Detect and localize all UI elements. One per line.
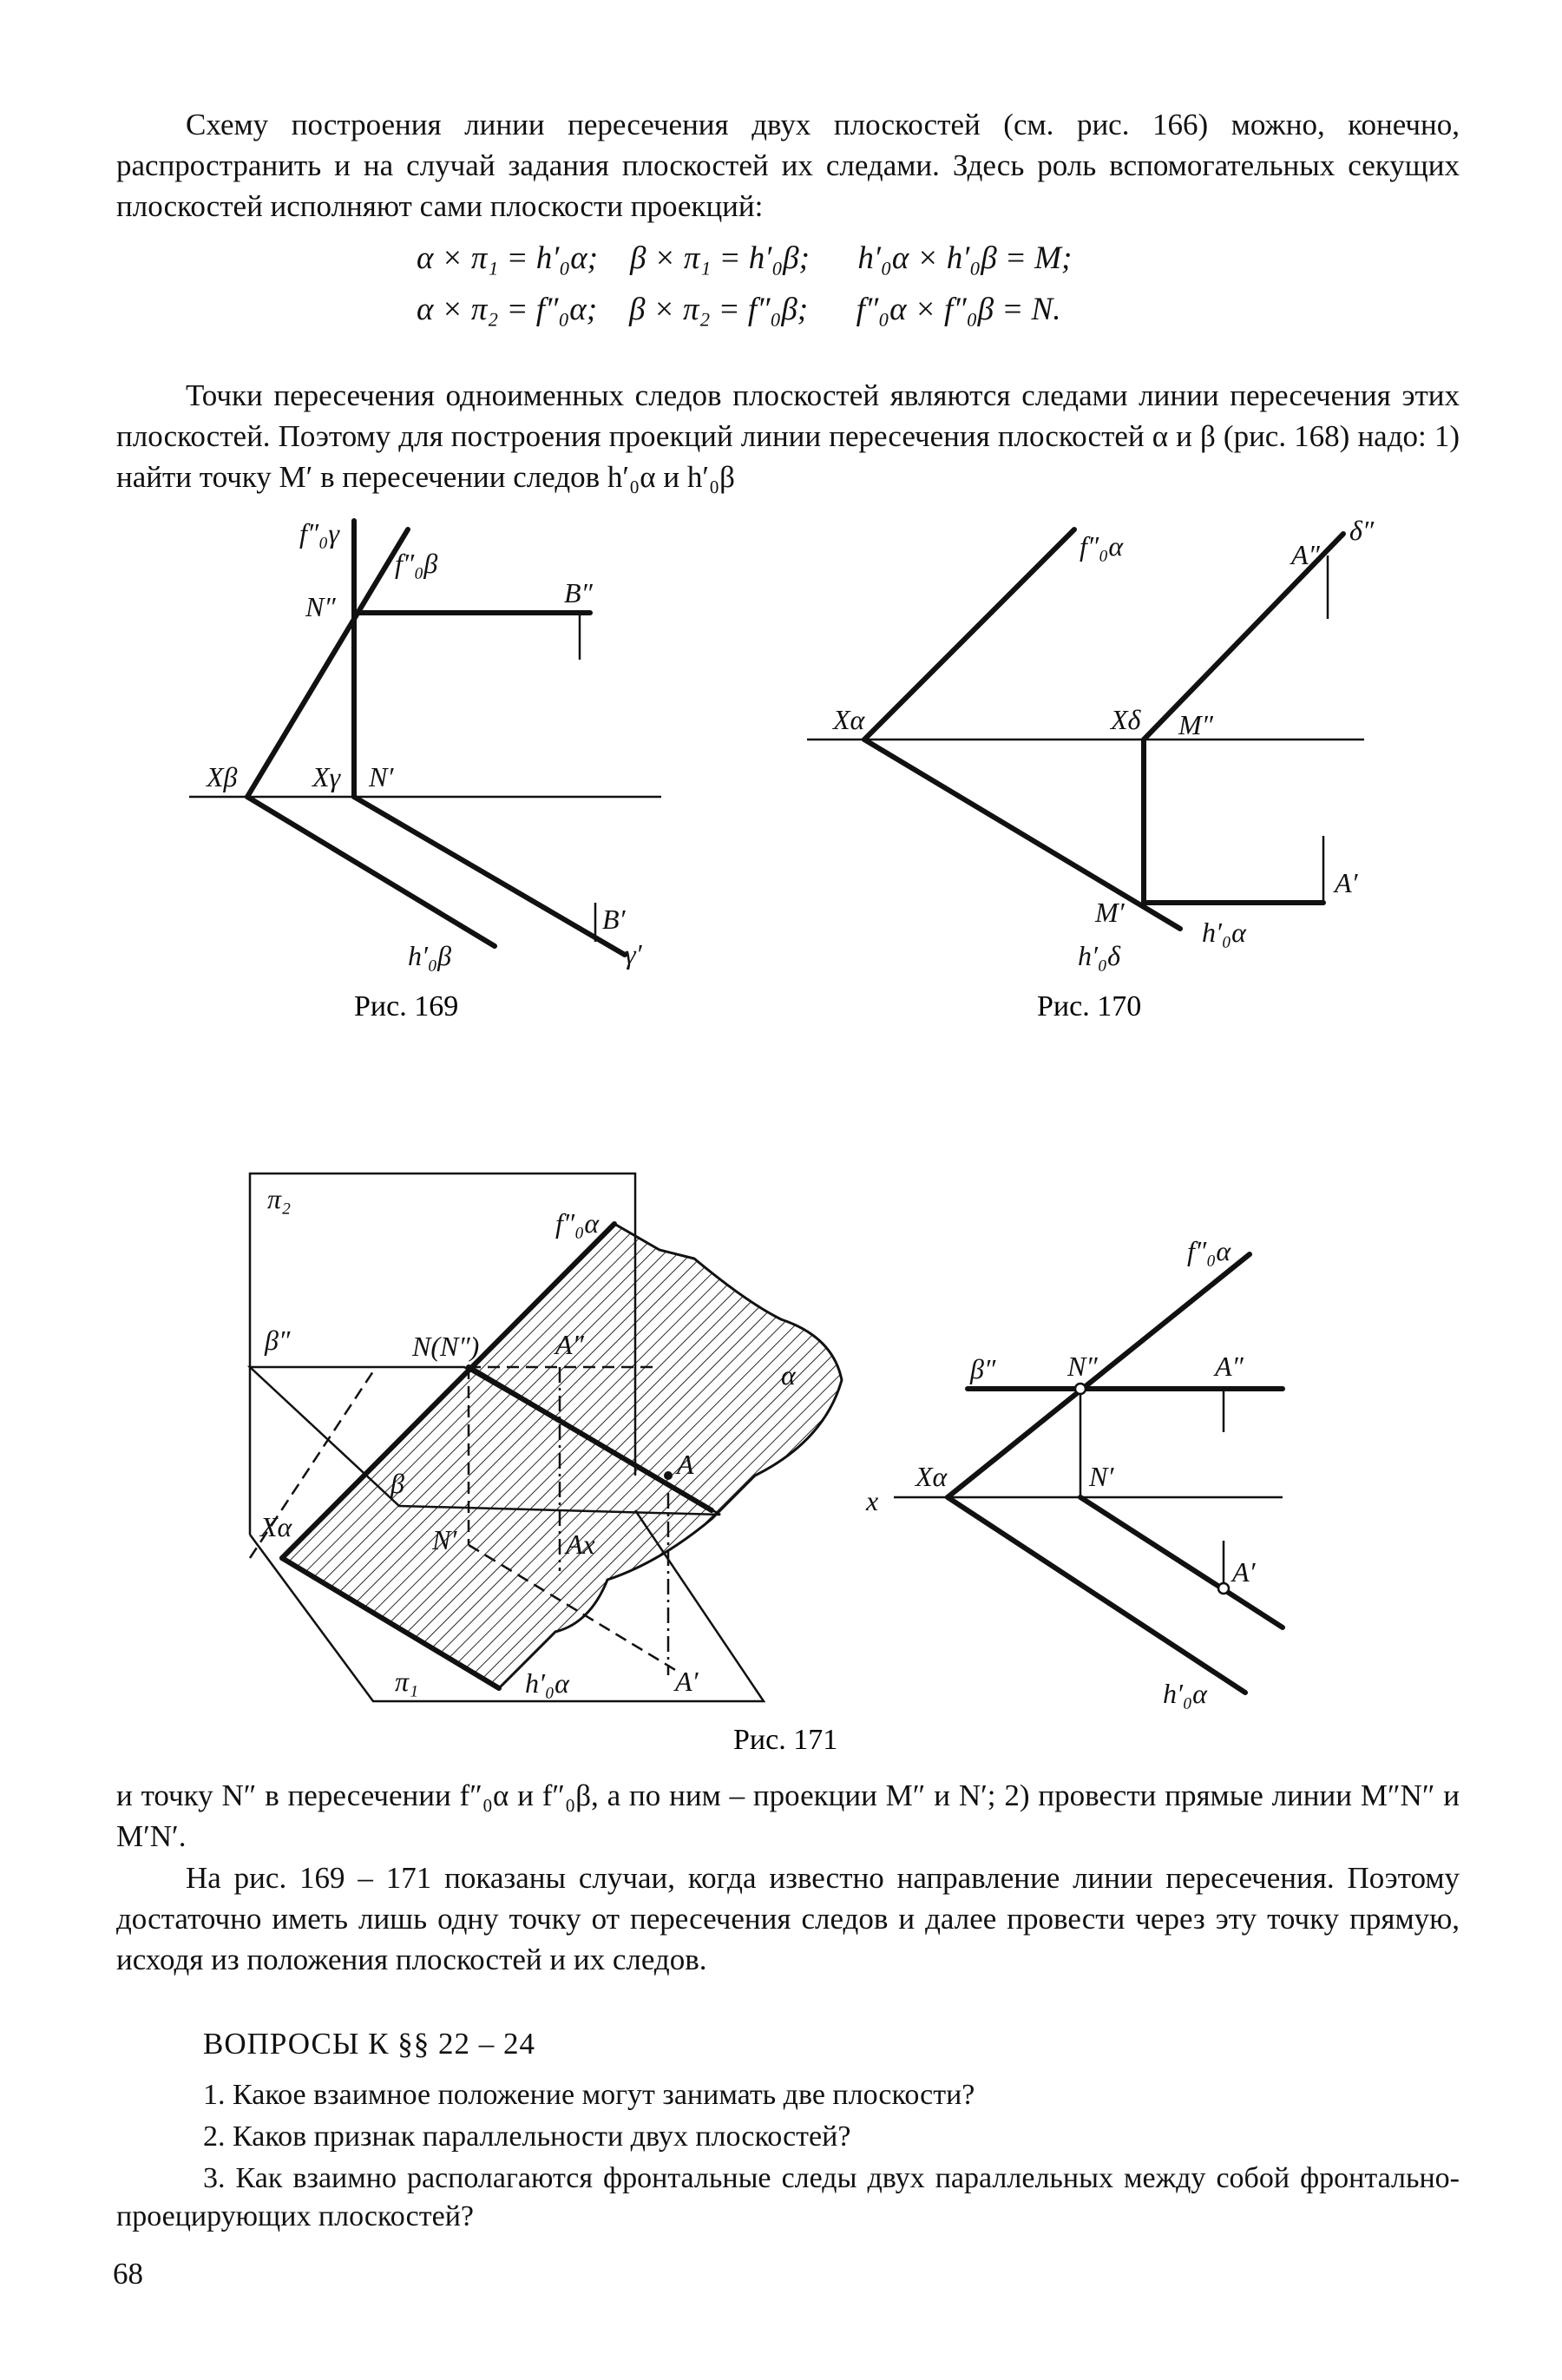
formula-frontal-traces: α × π₂ = f″₀α; β × π₂ = f″₀β; f″₀α × f″₀β = N. xyxy=(417,292,1061,327)
paragraph-known-direction: На рис. 169 – 171 показаны случаи, когда известно направление линии пересечения. Поэтому достаточно иметь лишь одну точку от пересечения следов и далее провести через эту точку прямую, исходя из положения плоскостей и их следов. xyxy=(116,1861,1460,1976)
fig171r-point-N2 xyxy=(1075,1384,1086,1394)
paragraph-continuation: и точку N″ в пересечении f″₀α и f″₀β, а по ним – проекции M″ и N′; 2) провести прямые линии M″N″ и M′N′. xyxy=(116,1778,1460,1853)
figure-171-pictorial xyxy=(250,1174,842,1701)
fig171-label-pi2: π₂ xyxy=(267,1183,292,1214)
fig170-label-A2: A″ xyxy=(1291,539,1320,570)
question-1: 1. Какое взаимное положение могут занимать две плоскости? xyxy=(203,2079,975,2111)
fig171-label-alpha: α xyxy=(781,1359,796,1391)
figure-171-orthographic xyxy=(865,1235,1283,1709)
fig170-label-A1: A′ xyxy=(1335,867,1358,898)
fig170-caption: Рис. 170 xyxy=(1037,990,1142,1022)
fig169-f0b-trace xyxy=(247,529,408,797)
paragraph-intro: Схему построения линии пересечения двух плоскостей (см. рис. 166) можно, конечно, распространить и на случай задания плоскостей их следами. Здесь роль вспомогательных секущих плоскостей исполняют сами плоскости проекций: xyxy=(116,108,1460,223)
fig171r-label-b2: β″ xyxy=(970,1353,996,1384)
fig171r-label-Xa: Xα xyxy=(916,1461,948,1492)
fig171-label-NN: N(N″) xyxy=(412,1331,480,1362)
fig170-label-Xd: Xδ xyxy=(1111,704,1141,735)
fig171r-point-A1 xyxy=(1218,1583,1229,1594)
fig171r-label-x: x xyxy=(866,1485,879,1516)
fig169-label-g1: γ′ xyxy=(625,938,642,970)
fig171r-label-N2: N″ xyxy=(1067,1351,1098,1382)
fig171r-label-h0a: h′₀α xyxy=(1163,1678,1207,1709)
fig171-point-A xyxy=(664,1471,673,1480)
fig169-label-h0b: h′₀β xyxy=(408,940,452,971)
fig171-label-f0a: f″₀α xyxy=(555,1207,600,1239)
fig169-label-Xb: Xβ xyxy=(207,761,238,792)
fig171-label-Xa: Xα xyxy=(260,1511,292,1542)
fig171r-label-N1: N′ xyxy=(1089,1461,1114,1492)
fig169-label-B1: B′ xyxy=(602,904,626,935)
fig171-label-h0a: h′₀α xyxy=(525,1667,569,1699)
figure-169 xyxy=(189,517,661,1022)
figure-170 xyxy=(807,515,1375,1022)
fig170-h0a-trace xyxy=(864,740,1180,929)
fig169-label-N2: N″ xyxy=(305,591,336,622)
question-3: 3. Как взаимно располагаются фронтальные следы двух параллельных между собой фронтально-проецирующих плоскостей? xyxy=(116,2162,1460,2232)
fig169-label-N1: N′ xyxy=(369,761,394,792)
fig171-label-Ax: Ax xyxy=(566,1529,595,1560)
fig171-label-beta: β xyxy=(390,1468,404,1499)
fig169-h0b-trace xyxy=(247,797,495,946)
fig171-label-A: A xyxy=(677,1449,694,1480)
fig169-label-Xg: Xγ xyxy=(312,761,341,792)
fig171-label-b2: β″ xyxy=(265,1325,291,1356)
fig170-label-d2: δ″ xyxy=(1349,515,1375,546)
fig171-label-N1: N′ xyxy=(432,1524,457,1555)
fig170-label-h0a: h′₀α xyxy=(1202,917,1246,948)
fig171-alpha-plane xyxy=(282,1224,842,1688)
fig170-label-h0d: h′₀δ xyxy=(1078,940,1120,971)
page-number: 68 xyxy=(113,2257,143,2291)
fig171-caption: Рис. 171 xyxy=(733,1724,838,1756)
fig170-label-f0a: f″₀α xyxy=(1080,530,1124,562)
fig171r-label-f0a: f″₀α xyxy=(1187,1235,1231,1266)
fig171-label-A2: A″ xyxy=(555,1329,584,1360)
fig170-label-M1: M′ xyxy=(1095,897,1125,928)
fig171-label-A1: A′ xyxy=(675,1666,699,1697)
fig171-label-pi1: π₁ xyxy=(395,1666,419,1697)
questions-heading: ВОПРОСЫ К §§ 22 – 24 xyxy=(203,2027,535,2061)
question-2: 2. Каков признак параллельности двух плоскостей? xyxy=(203,2120,851,2153)
fig171r-label-A2: A″ xyxy=(1215,1351,1244,1382)
paragraph-trace-points: Точки пересечения одноименных следов плоскостей являются следами линии пересечения этих плоскостей. Поэтому для построения проекций линии пересечения плоскостей α и β (рис. 168) надо: 1) найти точку M′ в пересечении следов h′₀α и h′₀β xyxy=(116,378,1460,494)
fig169-label-f0g: f″₀γ xyxy=(299,517,339,549)
formula-horizontal-traces: α × π₁ = h′₀α; β × π₁ = h′₀β; h′₀α × h′₀β = M; xyxy=(417,240,1073,276)
fig169-g1-trace xyxy=(354,797,625,955)
fig170-f0a-trace xyxy=(864,529,1074,740)
fig169-caption: Рис. 169 xyxy=(354,990,459,1022)
fig169-label-f0b: f″₀β xyxy=(395,548,438,579)
fig169-label-B2: B″ xyxy=(564,577,593,608)
fig170-label-Xa: Xα xyxy=(833,704,865,735)
fig170-label-M2: M″ xyxy=(1178,709,1213,740)
fig171r-label-A1: A′ xyxy=(1232,1556,1256,1588)
fig171r-h0a-trace xyxy=(948,1497,1245,1693)
